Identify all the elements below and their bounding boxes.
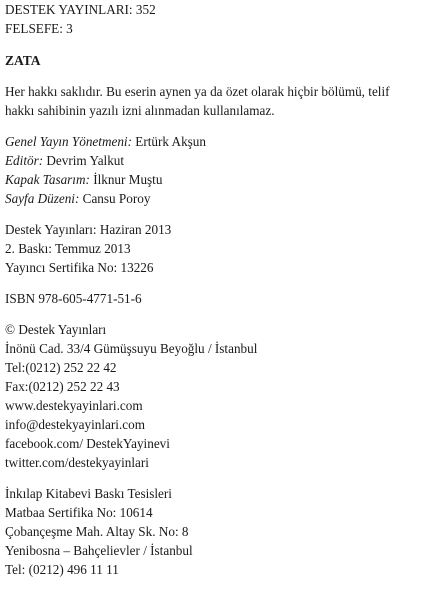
printer-name: İnkılap Kitabevi Baskı Tesisleri (5, 486, 172, 501)
rights-notice: Her hakkı saklıdır. Bu eserin aynen ya da özet olarak hiçbir bölümü, telif hakkı sahibinin yazılı izni alınmadan kullanılamaz. (5, 84, 390, 118)
publisher-website: www.destekyayinlari.com (5, 398, 143, 413)
credit-name: Cansu Poroy (82, 191, 151, 206)
credit-line (5, 151, 419, 170)
edition-line: Yayıncı Sertifika No: 13226 (5, 260, 154, 275)
credit-role: Genel Yayın Yönetmeni: (5, 134, 132, 149)
credit-line (5, 170, 419, 189)
book-title: ZATA (5, 53, 41, 68)
series-line-2: FELSEFE: 3 (5, 21, 73, 36)
credits-block (5, 132, 419, 208)
credit-line (5, 132, 419, 151)
edition-line: Destek Yayınları: Haziran 2013 (5, 222, 172, 237)
printer-certificate: Matbaa Sertifika No: 10614 (5, 505, 153, 520)
isbn: ISBN 978-605-4771-51-6 (5, 291, 142, 306)
printer-address-2: Yenibosna – Bahçelievler / İstanbul (5, 543, 193, 558)
credit-line (5, 189, 419, 208)
publisher-twitter: twitter.com/destekyayinlari (5, 455, 149, 470)
printer-phone: Tel: (0212) 496 11 11 (5, 562, 119, 577)
publisher-address: İnönü Cad. 33/4 Gümüşsuyu Beyoğlu / İstanbul (5, 341, 258, 356)
credit-role: Kapak Tasarım: (5, 172, 90, 187)
copyright-page (5, 0, 419, 579)
publisher-contact-block (5, 320, 419, 472)
edition-line: 2. Baskı: Temmuz 2013 (5, 241, 131, 256)
publisher-facebook: facebook.com/ DestekYayinevi (5, 436, 170, 451)
credit-role: Sayfa Düzeni: (5, 191, 80, 206)
credit-name: Ertürk Akşun (135, 134, 206, 149)
credit-role: Editör: (5, 153, 44, 168)
publisher-phone: Tel:(0212) 252 22 42 (5, 360, 117, 375)
series-line-1: DESTEK YAYINLARI: 352 (5, 2, 156, 17)
printer-address-1: Çobançeşme Mah. Altay Sk. No: 8 (5, 524, 189, 539)
credit-name: Devrim Yalkut (46, 153, 125, 168)
credit-name: İlknur Muştu (93, 172, 163, 187)
publisher-email: info@destekyayinlari.com (5, 417, 145, 432)
printer-block (5, 484, 419, 579)
publisher-copyright: © Destek Yayınları (5, 322, 107, 337)
publisher-fax: Fax:(0212) 252 22 43 (5, 379, 120, 394)
edition-block (5, 220, 419, 277)
